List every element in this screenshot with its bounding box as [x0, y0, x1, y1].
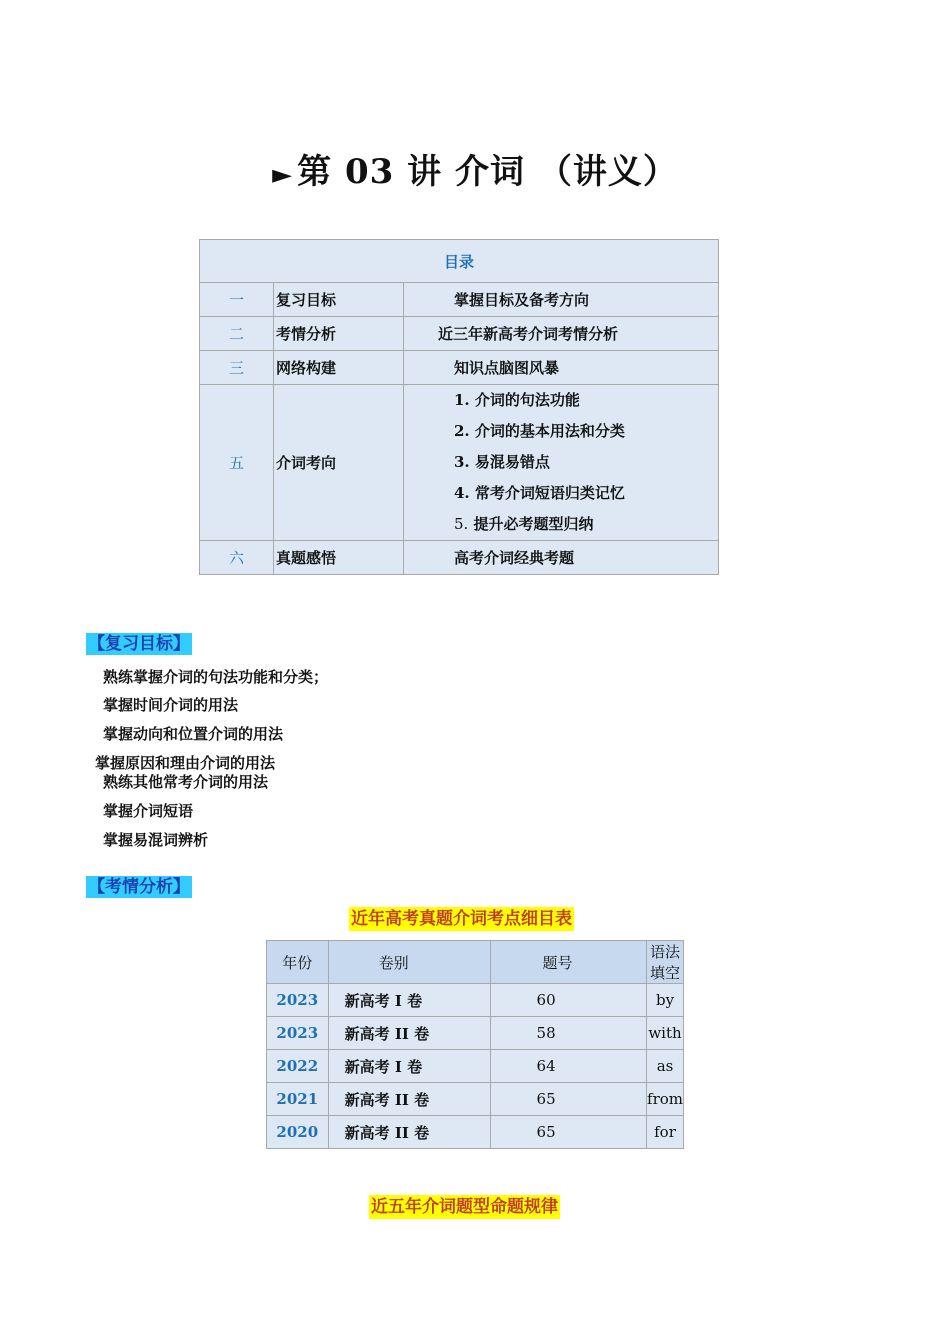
toc-sub-item: 2. 介词的基本用法和分类 — [454, 422, 625, 440]
toc-table — [199, 239, 719, 575]
cell-number: 58 — [490, 1017, 646, 1050]
table-row — [267, 1083, 684, 1116]
goal-item: 掌握动向和位置介词的用法 — [103, 725, 284, 743]
toc-header: 目录 — [200, 240, 719, 283]
toc-sub-item: 1. 介词的句法功能 — [454, 391, 580, 409]
cell-answer: for — [647, 1116, 684, 1149]
exam-table — [266, 940, 684, 1149]
table-row — [267, 1050, 684, 1083]
title-text: 第 03 讲 介词 （讲义） — [297, 152, 678, 192]
toc-num: 一 — [200, 283, 274, 317]
toc-name: 考情分析 — [274, 317, 404, 351]
toc-name: 复习目标 — [274, 283, 404, 317]
toc-num: 三 — [200, 351, 274, 385]
section-tag-analysis: 【考情分析】 — [88, 877, 190, 897]
cell-year: 2023 — [267, 1017, 329, 1050]
arrow-icon: ► — [272, 160, 294, 190]
cell-year: 2021 — [267, 1083, 329, 1116]
toc-num: 五 — [200, 385, 274, 541]
cell-answer: by — [647, 984, 684, 1017]
cell-year: 2020 — [267, 1116, 329, 1149]
cell-answer: from — [647, 1083, 684, 1116]
col-header: 卷别 — [328, 941, 490, 984]
toc-desc: 高考介词经典考题 — [404, 541, 719, 575]
cell-answer: with — [647, 1017, 684, 1050]
cell-paper: 新高考 I 卷 — [328, 1050, 490, 1083]
toc-name: 介词考向 — [274, 385, 404, 541]
cell-number: 65 — [490, 1083, 646, 1116]
toc-sub-item: 4. 常考介词短语归类记忆 — [454, 484, 625, 502]
exam-table-caption: 近年高考真题介词考点细目表 — [351, 909, 572, 929]
cell-paper: 新高考 II 卷 — [328, 1017, 490, 1050]
toc-desc: 掌握目标及备考方向 — [404, 283, 719, 317]
cell-number: 65 — [490, 1116, 646, 1149]
toc-row — [200, 317, 719, 351]
cell-year: 2022 — [267, 1050, 329, 1083]
table-row — [267, 1017, 684, 1050]
cell-answer: as — [647, 1050, 684, 1083]
toc-num: 六 — [200, 541, 274, 575]
cell-number: 64 — [490, 1050, 646, 1083]
cell-year: 2023 — [267, 984, 329, 1017]
toc-name: 网络构建 — [274, 351, 404, 385]
cell-paper: 新高考 II 卷 — [328, 1116, 490, 1149]
page-title — [0, 144, 950, 193]
goal-item: 熟练其他常考介词的用法 — [103, 773, 269, 791]
goal-item: 掌握原因和理由介词的用法 — [95, 754, 276, 772]
toc-num: 二 — [200, 317, 274, 351]
col-header: 题号 — [490, 941, 646, 984]
toc-sub-list — [404, 385, 719, 541]
table-row — [267, 984, 684, 1017]
cell-paper: 新高考 I 卷 — [328, 984, 490, 1017]
toc-sub-item: 3. 易混易错点 — [454, 453, 550, 471]
cell-paper: 新高考 II 卷 — [328, 1083, 490, 1116]
goal-item: 熟练掌握介词的句法功能和分类； — [103, 668, 329, 686]
goal-item: 掌握易混词辨析 — [103, 831, 209, 849]
rules-caption: 近五年介词题型命题规律 — [371, 1197, 558, 1217]
toc-sub-item: 5. 提升必考题型归纳 — [454, 515, 594, 533]
goal-item: 掌握时间介词的用法 — [103, 696, 239, 714]
goal-item: 掌握介词短语 — [103, 802, 194, 820]
col-header: 语法填空 — [647, 941, 684, 984]
toc-desc: 知识点脑图风暴 — [404, 351, 719, 385]
col-header: 年份 — [267, 941, 329, 984]
table-row — [267, 1116, 684, 1149]
toc-row — [200, 351, 719, 385]
section-tag-goals: 【复习目标】 — [88, 634, 190, 654]
toc-row — [200, 385, 719, 541]
toc-name: 真题感悟 — [274, 541, 404, 575]
cell-number: 60 — [490, 984, 646, 1017]
toc-desc: 近三年新高考介词考情分析 — [404, 317, 719, 351]
table-header-row — [267, 941, 684, 984]
toc-row — [200, 541, 719, 575]
toc-row — [200, 283, 719, 317]
